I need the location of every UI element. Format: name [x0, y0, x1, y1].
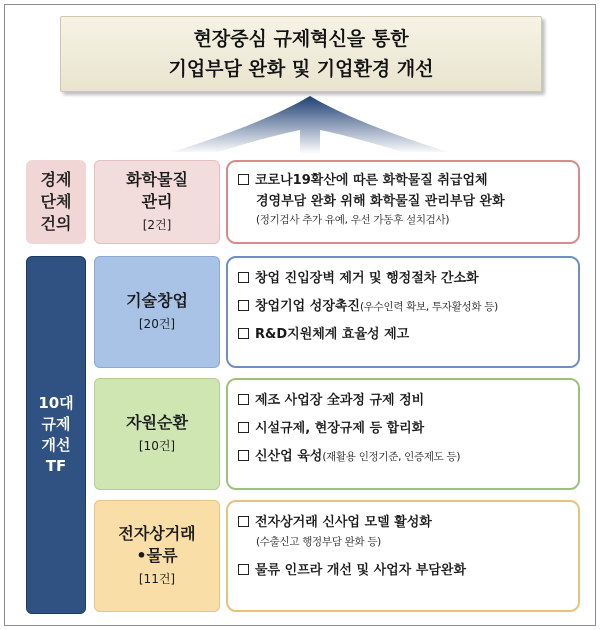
detail-item — [238, 446, 570, 468]
detail-item-text: 창업기업 성장촉진 — [255, 299, 360, 314]
detail-item — [238, 296, 570, 318]
detail-item-sub: (우수인력 확보, 투자활성화 등) — [360, 301, 498, 313]
category-name: 기술창업 — [126, 291, 188, 310]
category-name: 화학물질 — [126, 170, 188, 189]
left-group-tf — [26, 256, 86, 614]
checkbox-icon — [238, 394, 249, 405]
title-box — [60, 16, 542, 92]
category-chemical — [94, 160, 220, 244]
checkbox-icon — [238, 564, 249, 575]
upward-arrow-icon — [170, 92, 450, 156]
category-name: 자원순환 — [126, 413, 188, 432]
left-group-line: 경제 — [40, 170, 72, 189]
checkbox-icon — [238, 300, 249, 311]
category-startup — [94, 256, 220, 368]
detail-ecommerce — [226, 500, 580, 612]
detail-item-text: 창업 진입장벽 제거 및 행정절차 간소화 — [255, 271, 479, 286]
category-count: [11건] — [138, 572, 176, 586]
category-count: [20건] — [138, 317, 176, 331]
detail-item-text: 시설규제, 현장규제 등 합리화 — [255, 421, 425, 436]
title-line-2: 기업부담 완화 및 기업환경 개선 — [168, 58, 434, 80]
left-group-line: 단체 — [40, 192, 72, 211]
detail-item-sub: (재활용 인정기준, 인증제도 등) — [322, 451, 461, 463]
left-group-industry — [26, 160, 86, 244]
checkbox-icon — [238, 272, 249, 283]
left-group-line: 건의 — [40, 214, 72, 233]
checkbox-icon — [238, 174, 249, 185]
detail-item-text: 제조 사업장 全과정 규제 정비 — [255, 393, 425, 408]
detail-item — [238, 418, 570, 440]
detail-item — [238, 170, 570, 191]
detail-item — [238, 560, 570, 582]
left-group-line: 개선 — [41, 436, 71, 454]
category-name: 관리 — [141, 192, 173, 211]
detail-recycle — [226, 378, 580, 490]
left-group-line: TF — [45, 457, 67, 475]
checkbox-icon — [238, 328, 249, 339]
detail-item-text: 코로나19확산에 따른 화학물질 취급업체 — [255, 173, 488, 188]
detail-item-text: 신산업 육성 — [255, 449, 323, 464]
detail-item-note: (정기검사 추가 유예, 우선 가동후 설치검사) — [256, 214, 450, 226]
detail-startup — [226, 256, 580, 368]
detail-item — [238, 324, 570, 346]
detail-item-text: 전자상거래 신사업 모델 활성화 — [255, 515, 432, 530]
detail-chemical — [226, 160, 580, 244]
category-count: [10건] — [138, 439, 176, 453]
category-name: •물류 — [136, 546, 178, 565]
detail-item — [238, 512, 570, 534]
left-group-line: 10대 — [38, 394, 74, 412]
checkbox-icon — [238, 450, 249, 461]
category-recycle — [94, 378, 220, 490]
checkbox-icon — [238, 516, 249, 527]
detail-item-text: R&D지원체계 효율성 제고 — [255, 327, 410, 342]
checkbox-icon — [238, 422, 249, 433]
detail-item-note: (수출신고 행정부담 완화 등) — [256, 536, 381, 548]
category-name: 전자상거래 — [118, 524, 196, 543]
category-ecommerce — [94, 500, 220, 612]
detail-item-text: 물류 인프라 개선 및 사업자 부담완화 — [255, 563, 466, 578]
title-line-1: 현장중심 규제혁신을 통한 — [193, 28, 409, 50]
detail-item-cont: 경영부담 완화 위해 화학물질 관리부담 완화 — [256, 194, 505, 209]
detail-item — [238, 268, 570, 290]
category-count: [2건] — [142, 218, 172, 232]
left-group-line: 규제 — [41, 415, 71, 433]
detail-item — [238, 390, 570, 412]
